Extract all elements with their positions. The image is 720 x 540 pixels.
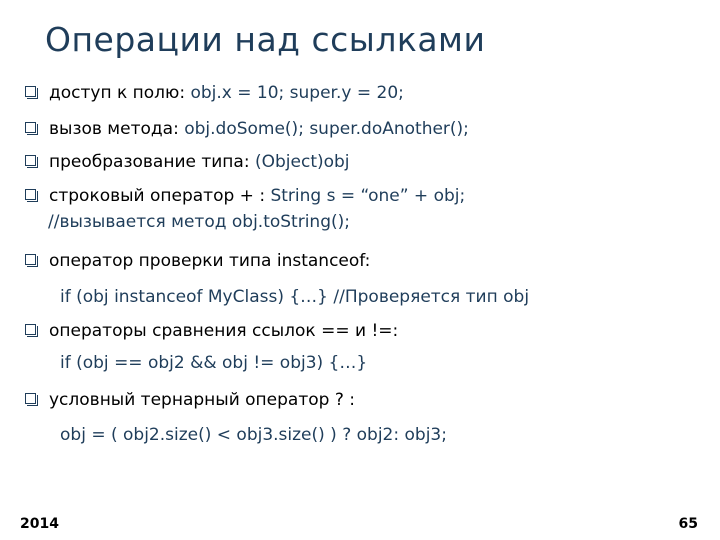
- item-label: строковый оператор + :: [49, 186, 271, 206]
- item-label: оператор проверки типа instanceof:: [49, 251, 371, 271]
- item-continuation: //вызывается метод obj.toString();: [48, 212, 350, 232]
- item-code: (Object)obj: [254, 152, 350, 172]
- slide-title: Операции над ссылками: [45, 20, 486, 59]
- item-code: String s = “one” + obj;: [270, 186, 466, 206]
- item-label: вызов метода:: [49, 119, 185, 139]
- square-bullet-icon: [25, 155, 36, 166]
- item-label: доступ к полю:: [49, 83, 191, 103]
- item-code: obj.doSome(); super.doAnother();: [184, 119, 469, 139]
- item-label: операторы сравнения ссылок == и !=:: [49, 321, 399, 341]
- footer-year: 2014: [20, 516, 59, 532]
- item-example: if (obj == obj2 && obj != obj3) {…}: [60, 353, 368, 373]
- square-bullet-icon: [25, 393, 36, 404]
- square-bullet-icon: [25, 122, 36, 133]
- square-bullet-icon: [25, 324, 36, 335]
- square-bullet-icon: [25, 189, 36, 200]
- item-code: obj.x = 10; super.y = 20;: [190, 83, 404, 103]
- item-example: if (obj instanceof MyClass) {…} //Проверяется тип obj: [60, 287, 530, 307]
- square-bullet-icon: [25, 86, 36, 97]
- item-example: obj = ( obj2.size() < obj3.size() ) ? obj2: obj3;: [60, 425, 447, 445]
- item-label: условный тернарный оператор ? :: [49, 390, 355, 410]
- page-number: 65: [678, 516, 698, 532]
- item-label: преобразование типа:: [49, 152, 255, 172]
- square-bullet-icon: [25, 254, 36, 265]
